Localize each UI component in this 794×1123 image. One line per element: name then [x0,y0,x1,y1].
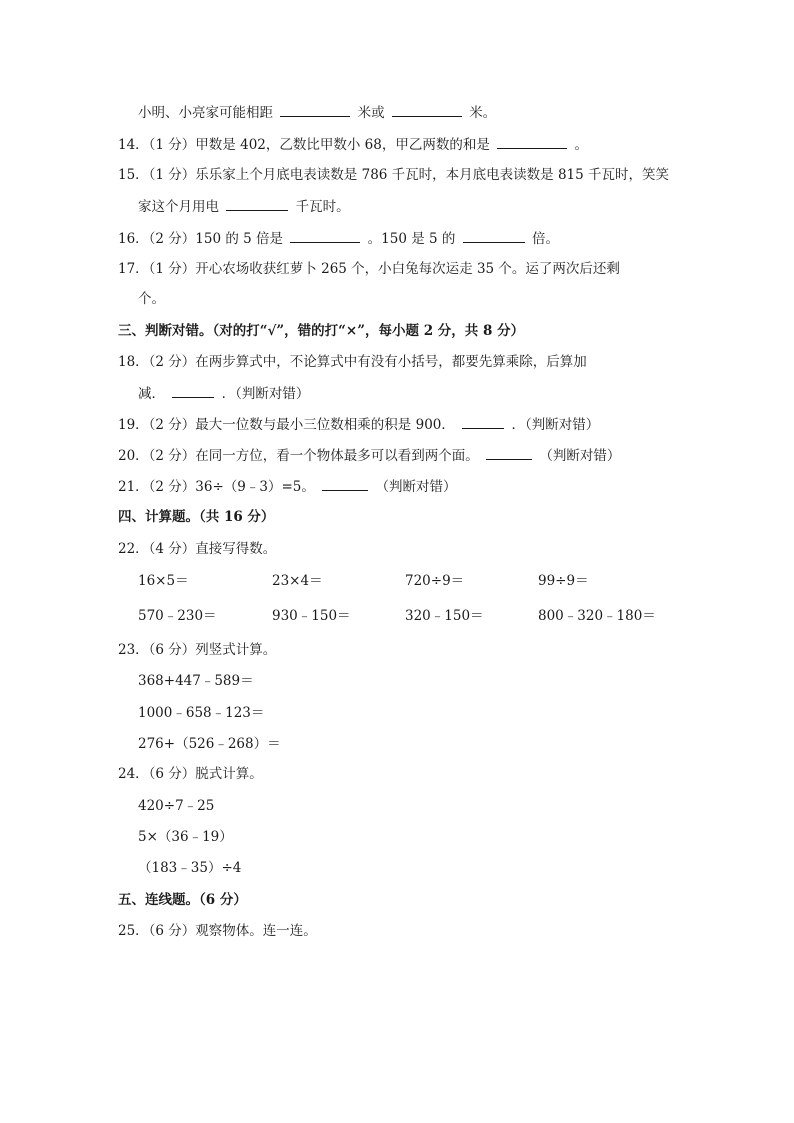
q19-answer-blank[interactable] [462,414,504,429]
question-17-line-1: 17．（1 分）开心农场收获红萝卜 265 个，小白兔每次运走 35 个。运了两次后还剩 [118,261,620,277]
question-21 [118,476,694,497]
q22-expr: 320﹣150＝ [405,608,484,624]
q18-text-post: ．（判断对错） [221,386,310,402]
q16-answer-blank-1[interactable] [290,228,360,243]
question-17-line-2: 个。 [138,291,165,307]
q14-answer-blank[interactable] [497,134,567,149]
q14-text: 14．（1 分）甲数是 402，乙数比甲数小 68，甲乙两数的和是 [118,137,490,153]
question-19 [118,414,694,435]
q23-item: 1000﹣658﹣123＝ [138,705,265,721]
q24-item: 420÷7﹣25 [138,798,215,814]
q24-item: （183﹣35）÷4 [138,860,242,876]
q22-expr: 23×4＝ [272,573,323,589]
q13-continuation [138,102,694,123]
q18-text-pre: 减． [138,386,165,402]
q22-expr: 16×5＝ [138,573,189,589]
question-18-line-2 [138,383,694,404]
q24-item: 5×（36﹣19） [138,829,233,845]
q22-row-1 [138,571,694,591]
question-16 [118,228,694,249]
q16-text-mid: 。150 是 5 的 [367,231,456,247]
q13-text-pre: 小明、小亮家可能相距 [138,105,273,121]
q15-text-post: 千瓦时。 [295,199,350,215]
q23-item: 368+447﹣589＝ [138,673,254,689]
question-23-title: 23．（6 分）列竖式计算。 [118,642,277,658]
q20-answer-blank[interactable] [486,445,532,460]
q22-expr: 99÷9＝ [538,573,589,589]
q20-text-pre: 20．（2 分）在同一方位，看一个物体最多可以看到两个面。 [118,448,479,464]
section-5-heading: 五、连线题。（6 分） [118,892,247,908]
question-24-title: 24．（6 分）脱式计算。 [118,766,263,782]
q22-expr: 930﹣150＝ [272,608,351,624]
q22-expr: 800﹣320﹣180＝ [538,608,656,624]
q22-row-2 [138,606,694,626]
q19-text-post: ．（判断对错） [511,417,600,433]
q21-text-pre: 21．（2 分）36÷（9﹣3）=5。 [118,479,315,495]
q20-text-post: （判断对错） [539,448,621,464]
q22-expr: 570﹣230＝ [138,608,217,624]
q18-answer-blank[interactable] [172,383,214,398]
q14-text-post: 。 [574,137,588,153]
q21-answer-blank[interactable] [322,476,368,491]
question-25-title: 25．（6 分）观察物体。连一连。 [118,923,317,939]
question-20 [118,445,694,466]
q13-answer-blank-2[interactable] [392,102,462,117]
q15-text-pre: 家这个月用电 [138,199,219,215]
q19-text-pre: 19．（2 分）最大一位数与最小三位数相乘的积是 900． [118,417,455,433]
q16-answer-blank-2[interactable] [463,228,525,243]
q23-item: 276+（526﹣268）＝ [138,736,281,752]
section-3-heading: 三、判断对错。（对的打“√”，错的打“×”，每小题 2 分，共 8 分） [118,323,525,339]
question-15-line-1: 15．（1 分）乐乐家上个月底电表读数是 786 千瓦时，本月底电表读数是 815 千瓦时，笑笑 [118,167,670,183]
q13-text-post: 米。 [469,105,497,121]
question-18-line-1: 18．（2 分）在两步算式中，不论算式中有没有小括号，都要先算乘除，后算加 [118,354,587,370]
question-22-title: 22．（4 分）直接写得数。 [118,541,277,557]
q13-text-mid: 米或 [357,105,385,121]
question-15-line-2 [138,196,694,217]
question-14 [118,134,694,155]
q16-text-post: 倍。 [531,231,559,247]
q21-text-post: （判断对错） [375,479,457,495]
q22-expr: 720÷9＝ [405,573,465,589]
q16-text-pre: 16．（2 分）150 的 5 倍是 [118,231,284,247]
q13-answer-blank-1[interactable] [280,102,350,117]
section-4-heading: 四、计算题。（共 16 分） [118,509,275,525]
q15-answer-blank[interactable] [226,196,288,211]
